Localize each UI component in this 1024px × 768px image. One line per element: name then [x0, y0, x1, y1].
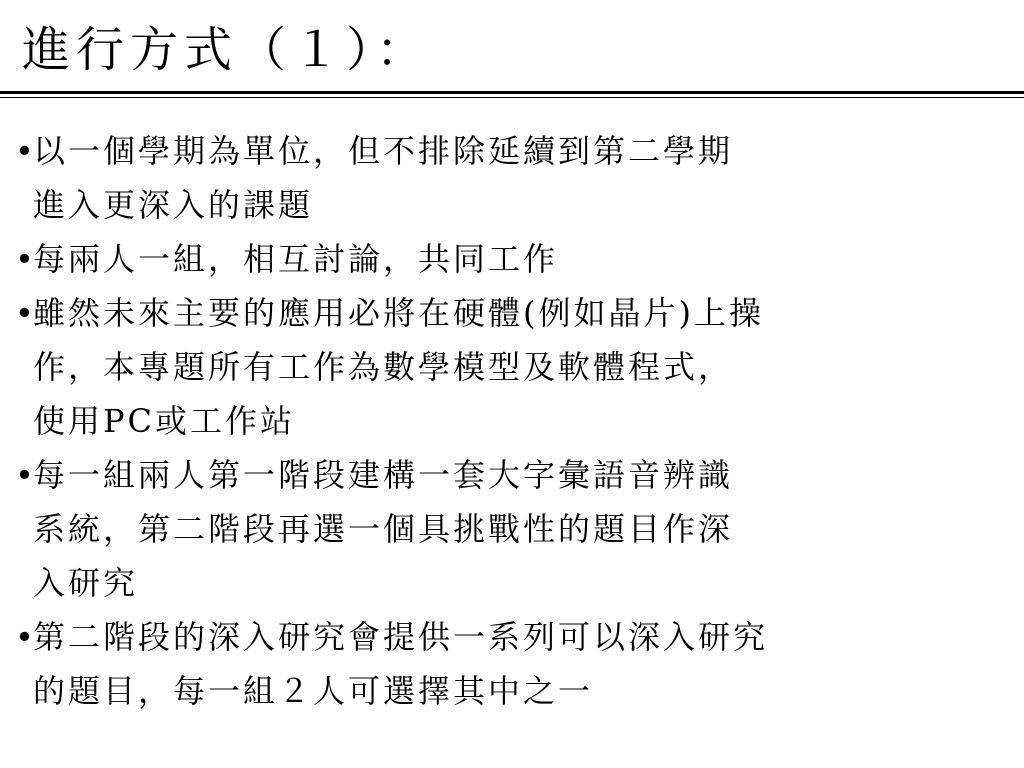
- bullet-text-line: 每一組兩人第一階段建構一套大字彙語音辨識: [33, 456, 734, 494]
- bullet-dot-icon: •: [15, 618, 34, 656]
- title-divider-thick: [0, 91, 1024, 94]
- slide-title: 進行方式（１）：: [22, 22, 431, 78]
- bullet-item: [0, 286, 993, 448]
- bullet-list: [0, 124, 1024, 718]
- bullet-text-line: 進入更深入的課題: [33, 186, 314, 224]
- bullet-text-line: 的題目，每一組２人可選擇其中之一: [33, 672, 594, 710]
- bullet-dot-icon: •: [15, 132, 34, 170]
- bullet-item: [0, 232, 993, 286]
- bullet-text-line: 以一個學期為單位，但不排除延續到第二學期: [33, 132, 734, 170]
- bullet-dot-icon: •: [15, 456, 34, 494]
- bullet-text-line: 使用PC或工作站: [33, 402, 296, 440]
- bullet-item: [0, 448, 993, 610]
- bullet-dot-icon: •: [15, 240, 34, 278]
- bullet-text-line: 第二階段的深入研究會提供一系列可以深入研究: [33, 618, 769, 656]
- bullet-item: [0, 124, 993, 232]
- bullet-dot-icon: •: [15, 294, 34, 332]
- bullet-item: [0, 610, 993, 718]
- bullet-text-line: 系統，第二階段再選一個具挑戰性的題目作深: [33, 510, 734, 548]
- title-divider-thin: [0, 97, 1024, 98]
- bullet-text-line: 雖然未來主要的應用必將在硬體(例如晶片)上操: [33, 294, 764, 332]
- bullet-text-line: 每兩人一組，相互討論，共同工作: [33, 240, 559, 278]
- bullet-text-line: 入研究: [33, 564, 139, 602]
- bullet-text-line: 作，本專題所有工作為數學模型及軟體程式，: [33, 348, 734, 386]
